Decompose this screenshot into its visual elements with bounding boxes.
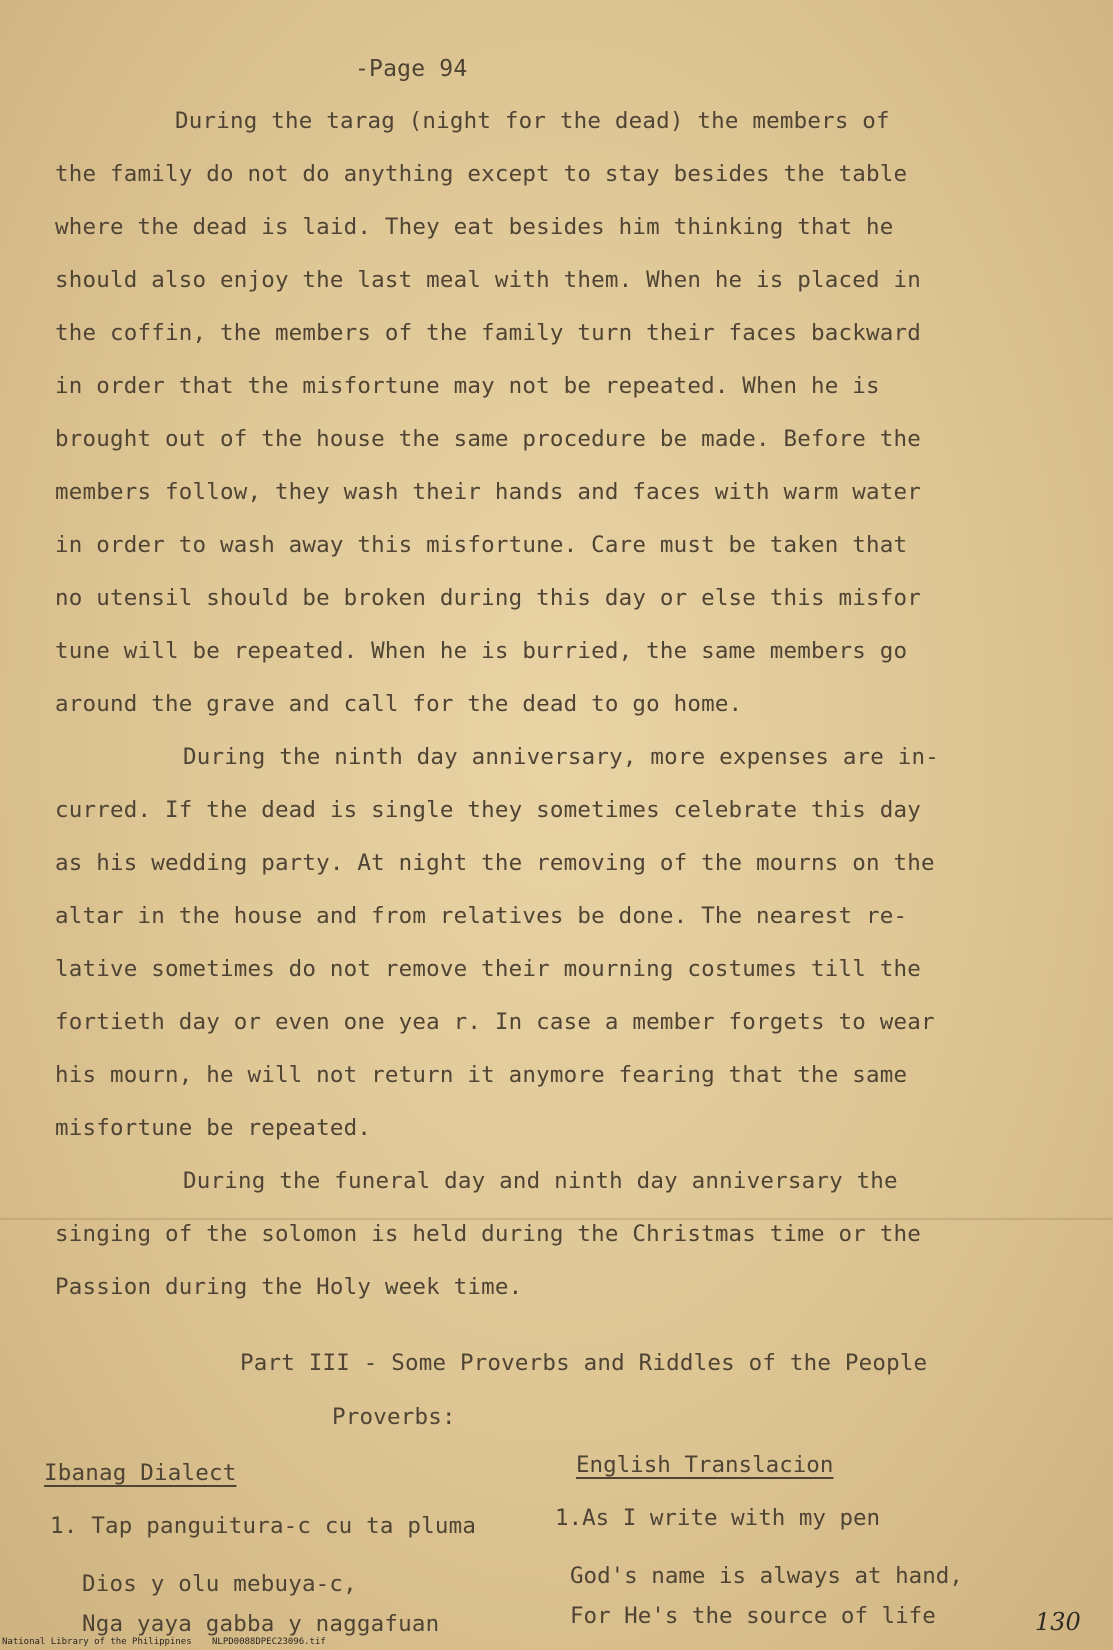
footer-file-name: NLPD0088DPEC23096.tif	[212, 1637, 326, 1647]
text-line: no utensil should be broken during this day or else this misfor	[55, 585, 922, 611]
text-line: fortieth day or even one yea r. In case a member forgets to wear	[55, 1009, 935, 1035]
proverbs-heading: Proverbs:	[332, 1404, 456, 1430]
text-line: misfortune be repeated.	[55, 1115, 372, 1141]
text-line: lative sometimes do not remove their mourning costumes till the	[55, 956, 922, 982]
part-heading: Part III - Some Proverbs and Riddles of the People	[240, 1350, 928, 1376]
text-line: the coffin, the members of the family turn their faces backward	[55, 320, 922, 346]
proverb-english-line: God's name is always at hand,	[570, 1563, 963, 1589]
proverb-ibanag-line: Nga yaya gabba y naggafuan	[82, 1611, 440, 1637]
archive-footer	[0, 1636, 1113, 1650]
handwritten-page-stamp: 130	[1035, 1608, 1081, 1636]
text-line: should also enjoy the last meal with them. When he is placed in	[55, 267, 922, 293]
proverb-ibanag-line: Dios y olu mebuya-c,	[82, 1571, 357, 1597]
page-number: -Page 94	[355, 56, 468, 82]
proverb-english-line: For He's the source of life	[570, 1603, 936, 1629]
column-header-english: English Translacion	[576, 1452, 834, 1478]
text-line: brought out of the house the same procedure be made. Before the	[55, 426, 922, 452]
text-line: altar in the house and from relatives be done. The nearest re-	[55, 903, 908, 929]
text-line: his mourn, he will not return it anymore fearing that the same	[55, 1062, 908, 1088]
text-line: singing of the solomon is held during the Christmas time or the	[55, 1221, 922, 1247]
text-line: in order to wash away this misfortune. Care must be taken that	[55, 532, 908, 558]
text-line: as his wedding party. At night the removing of the mourns on the	[55, 850, 935, 876]
text-line: During the funeral day and ninth day anniversary the	[183, 1168, 898, 1194]
footer-library-name: National Library of the Philippines	[2, 1637, 192, 1647]
proverb-ibanag-line: 1. Tap panguitura-c cu ta pluma	[50, 1513, 477, 1539]
text-line: curred. If the dead is single they sometimes celebrate this day	[55, 797, 922, 823]
text-line: the family do not do anything except to stay besides the table	[55, 161, 908, 187]
text-line: around the grave and call for the dead to go home.	[55, 691, 743, 717]
text-line: tune will be repeated. When he is burried, the same members go	[55, 638, 908, 664]
text-line: During the ninth day anniversary, more expenses are in-	[183, 744, 940, 770]
text-line: Passion during the Holy week time.	[55, 1274, 523, 1300]
text-line: During the tarag (night for the dead) the members of	[175, 108, 890, 134]
text-line: where the dead is laid. They eat besides him thinking that he	[55, 214, 894, 240]
page-fold-line	[0, 1218, 1113, 1220]
text-line: in order that the misfortune may not be repeated. When he is	[55, 373, 880, 399]
text-line: members follow, they wash their hands and faces with warm water	[55, 479, 922, 505]
proverb-english-line: 1.As I write with my pen	[555, 1505, 881, 1531]
column-header-ibanag: Ibanag Dialect	[44, 1460, 237, 1486]
